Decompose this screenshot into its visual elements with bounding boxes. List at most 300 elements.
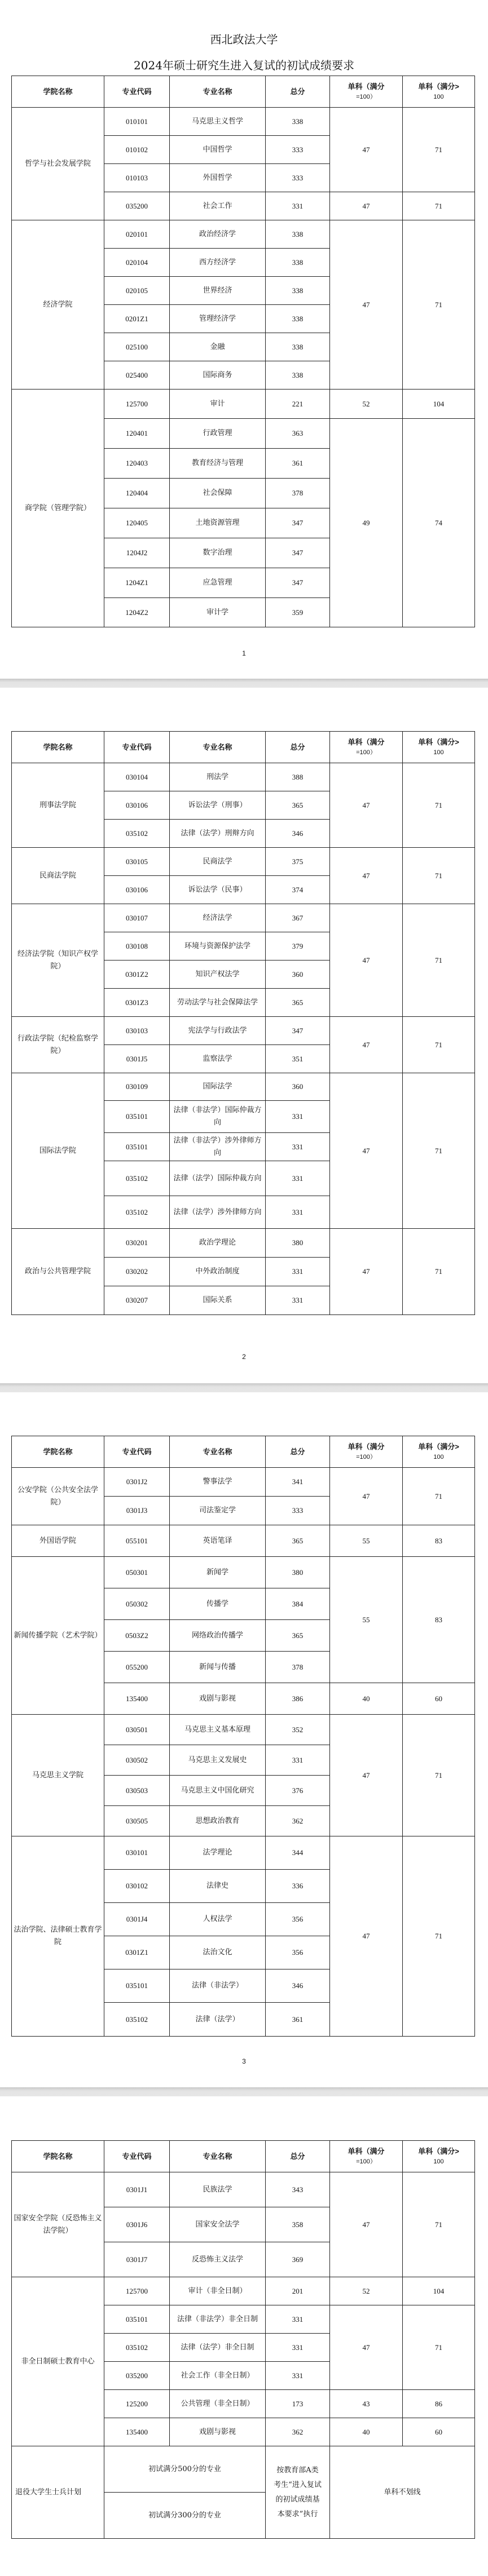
major-code: 020101 <box>104 220 170 249</box>
total-score: 375 <box>266 848 330 876</box>
total-score: 338 <box>266 249 330 277</box>
table-row <box>12 1017 475 1045</box>
page-3 <box>0 1392 488 2096</box>
major-name: 国际商务 <box>170 361 266 390</box>
college-name: 政治与公共管理学院 <box>12 1229 104 1315</box>
single-score-over-100: 71 <box>403 2172 475 2277</box>
college-name: 退役大学生士兵计划 <box>12 2446 104 2539</box>
table-row <box>12 1525 475 1557</box>
page-number: 1 <box>242 649 246 657</box>
college-name: 商学院（管理学院） <box>12 390 104 627</box>
header-college: 学院名称 <box>12 732 104 763</box>
veterans-300: 初试满分300分的专业 <box>104 2493 266 2539</box>
spacer <box>0 2539 488 2576</box>
table-row <box>12 763 475 791</box>
total-score: 369 <box>266 2242 330 2277</box>
single-score-100: 47 <box>330 192 403 220</box>
total-score: 338 <box>266 305 330 333</box>
single-score-100: 47 <box>330 220 403 390</box>
major-code: 030202 <box>104 1258 170 1286</box>
total-score: 380 <box>266 1229 330 1258</box>
table-header-row <box>12 1436 475 1468</box>
major-name: 劳动法学与社会保障法学 <box>170 989 266 1017</box>
major-name: 警事法学 <box>170 1468 266 1497</box>
document-subtitle: 2024年硕士研究生进入复试的初试成绩要求 <box>134 59 354 72</box>
page-number: 3 <box>242 2057 246 2065</box>
major-code: 120403 <box>104 449 170 479</box>
major-code: 0301J1 <box>104 2172 170 2207</box>
total-score: 173 <box>266 2390 330 2418</box>
major-code: 1204J2 <box>104 538 170 568</box>
header-major: 专业名称 <box>170 76 266 108</box>
major-name: 法律（法学）国际仲裁方向 <box>170 1161 266 1196</box>
header-college: 学院名称 <box>12 76 104 108</box>
total-score: 336 <box>266 1870 330 1903</box>
total-score: 341 <box>266 1468 330 1497</box>
major-name: 刑法学 <box>170 763 266 791</box>
major-code: 035102 <box>104 2334 170 2362</box>
major-name: 法律（法学）刑辩方向 <box>170 820 266 848</box>
single-score-over-100: 60 <box>403 1683 475 1715</box>
single-score-over-100: 71 <box>403 108 475 192</box>
major-code: 030109 <box>104 1073 170 1101</box>
major-name: 宪法学与行政法学 <box>170 1017 266 1045</box>
major-name: 审计 <box>170 390 266 419</box>
major-code: 035102 <box>104 2003 170 2037</box>
total-score: 360 <box>266 961 330 989</box>
major-code: 125700 <box>104 390 170 419</box>
single-score-over-100: 83 <box>403 1525 475 1557</box>
total-score: 378 <box>266 1652 330 1683</box>
major-code: 010101 <box>104 108 170 136</box>
total-score: 386 <box>266 1683 330 1715</box>
major-name: 法治文化 <box>170 1936 266 1969</box>
major-name: 监察法学 <box>170 1045 266 1073</box>
major-name: 教育经济与管理 <box>170 449 266 479</box>
total-score: 351 <box>266 1045 330 1073</box>
total-score: 352 <box>266 1715 330 1745</box>
major-name: 戏剧与影视 <box>170 1683 266 1715</box>
major-name: 法律（法学）涉外律师方向 <box>170 1196 266 1229</box>
spacer <box>0 1361 488 1383</box>
major-name: 法学理论 <box>170 1836 266 1870</box>
major-name: 国际关系 <box>170 1286 266 1315</box>
single-score-100: 43 <box>330 2390 403 2418</box>
major-code: 120401 <box>104 419 170 449</box>
single-score-over-100: 86 <box>403 2390 475 2418</box>
total-score: 346 <box>266 820 330 848</box>
single-score-over-100: 71 <box>403 2305 475 2390</box>
veterans-total-rule: 按教育部A类考生“进入复试的初试成绩基本要求”执行 <box>266 2446 330 2539</box>
total-score: 367 <box>266 904 330 932</box>
major-name: 知识产权法学 <box>170 961 266 989</box>
page-4 <box>0 2096 488 2576</box>
total-score: 388 <box>266 763 330 791</box>
single-score-over-100: 60 <box>403 2418 475 2446</box>
table-header-row <box>12 76 475 108</box>
total-score: 360 <box>266 1073 330 1101</box>
total-score: 356 <box>266 1903 330 1936</box>
major-code: 030108 <box>104 932 170 961</box>
major-name: 行政管理 <box>170 419 266 449</box>
total-score: 331 <box>266 2362 330 2390</box>
table-row <box>12 108 475 136</box>
college-name: 经济法学院（知识产权学院） <box>12 904 104 1017</box>
spacer <box>0 2065 488 2087</box>
total-score: 331 <box>266 1196 330 1229</box>
total-score: 365 <box>266 1525 330 1557</box>
major-code: 025100 <box>104 333 170 361</box>
total-score: 347 <box>266 538 330 568</box>
header-total: 总分 <box>266 76 330 108</box>
single-score-100: 47 <box>330 904 403 1017</box>
major-code: 135400 <box>104 1683 170 1715</box>
major-code: 025400 <box>104 361 170 390</box>
single-score-100: 47 <box>330 1468 403 1525</box>
single-score-100: 47 <box>330 1017 403 1073</box>
total-score: 221 <box>266 390 330 419</box>
table-row <box>12 1557 475 1588</box>
major-name: 反恐怖主义法学 <box>170 2242 266 2277</box>
header-single-100: 单科（满分 =100） <box>330 2141 403 2172</box>
major-code: 030101 <box>104 1836 170 1870</box>
major-code: 1204Z1 <box>104 568 170 598</box>
major-code: 030503 <box>104 1776 170 1806</box>
header-code: 专业代码 <box>104 1436 170 1468</box>
major-name: 法律（非法学） <box>170 1969 266 2003</box>
major-code: 030102 <box>104 1870 170 1903</box>
major-code: 030201 <box>104 1229 170 1258</box>
major-name: 社会工作（非全日制） <box>170 2362 266 2390</box>
major-code: 1204Z2 <box>104 598 170 627</box>
major-name: 马克思主义中国化研究 <box>170 1776 266 1806</box>
single-score-100: 47 <box>330 1836 403 2037</box>
single-score-over-100: 71 <box>403 1073 475 1229</box>
major-code: 030501 <box>104 1715 170 1745</box>
major-name: 民商法学 <box>170 848 266 876</box>
major-code: 0301J2 <box>104 1468 170 1497</box>
page-separator <box>0 2087 488 2096</box>
header-total: 总分 <box>266 1436 330 1468</box>
major-code: 0301J7 <box>104 2242 170 2277</box>
table-row <box>12 1715 475 1745</box>
major-code: 035101 <box>104 1133 170 1161</box>
header-major: 专业名称 <box>170 2141 266 2172</box>
score-table <box>11 731 475 1315</box>
major-code: 050301 <box>104 1557 170 1588</box>
spacer <box>0 2096 488 2140</box>
table-row <box>12 2172 475 2207</box>
header-single-100: 单科（满分 =100） <box>330 1436 403 1468</box>
major-name: 社会工作 <box>170 192 266 220</box>
major-code: 030103 <box>104 1017 170 1045</box>
major-code: 120405 <box>104 508 170 538</box>
major-name: 法律史 <box>170 1870 266 1903</box>
total-score: 201 <box>266 2277 330 2305</box>
single-score-100: 47 <box>330 2305 403 2390</box>
major-name: 国家安全法学 <box>170 2207 266 2242</box>
college-name: 公安学院（公共安全法学院） <box>12 1468 104 1525</box>
major-name: 新闻学 <box>170 1557 266 1588</box>
major-code: 0201Z1 <box>104 305 170 333</box>
single-score-over-100: 71 <box>403 1836 475 2037</box>
major-name: 法律（法学）非全日制 <box>170 2334 266 2362</box>
single-score-100: 40 <box>330 2418 403 2446</box>
total-score: 380 <box>266 1557 330 1588</box>
total-score: 331 <box>266 1133 330 1161</box>
header-major: 专业名称 <box>170 732 266 763</box>
college-name: 刑事法学院 <box>12 763 104 848</box>
major-code: 035102 <box>104 820 170 848</box>
major-name: 民族法学 <box>170 2172 266 2207</box>
header-total: 总分 <box>266 2141 330 2172</box>
major-code: 020104 <box>104 249 170 277</box>
page-1 <box>0 0 488 688</box>
college-name: 国家安全学院（反恐怖主义法学院） <box>12 2172 104 2277</box>
single-score-100: 47 <box>330 1715 403 1836</box>
header-single-100: 单科（满分 =100） <box>330 76 403 108</box>
header-college: 学院名称 <box>12 1436 104 1468</box>
single-score-100: 47 <box>330 2172 403 2277</box>
major-name: 戏剧与影视 <box>170 2418 266 2446</box>
major-name: 马克思主义哲学 <box>170 108 266 136</box>
total-score: 331 <box>266 2334 330 2362</box>
document-title: 西北政法大学 <box>210 33 278 46</box>
total-score: 365 <box>266 791 330 820</box>
total-score: 333 <box>266 1497 330 1525</box>
header-major: 专业名称 <box>170 1436 266 1468</box>
single-score-over-100: 104 <box>403 390 475 419</box>
single-score-100: 52 <box>330 2277 403 2305</box>
college-name: 经济学院 <box>12 220 104 390</box>
major-code: 030105 <box>104 848 170 876</box>
major-code: 055101 <box>104 1525 170 1557</box>
veterans-row <box>12 2446 475 2493</box>
major-code: 125700 <box>104 2277 170 2305</box>
score-table <box>11 76 475 627</box>
table-row <box>12 390 475 419</box>
spacer <box>0 688 488 731</box>
total-score: 338 <box>266 361 330 390</box>
major-name: 网络政治传播学 <box>170 1620 266 1652</box>
major-name: 公共管理（非全日制） <box>170 2390 266 2418</box>
single-score-100: 47 <box>330 1229 403 1315</box>
table-header-row <box>12 732 475 763</box>
spacer <box>0 657 488 679</box>
major-name: 土地资源管理 <box>170 508 266 538</box>
total-score: 333 <box>266 136 330 164</box>
major-name: 中国哲学 <box>170 136 266 164</box>
single-score-over-100: 71 <box>403 1715 475 1836</box>
major-code: 035102 <box>104 1161 170 1196</box>
total-score: 344 <box>266 1836 330 1870</box>
major-name: 法律（非法学）非全日制 <box>170 2305 266 2334</box>
total-score: 361 <box>266 449 330 479</box>
header-code: 专业代码 <box>104 732 170 763</box>
major-code: 050302 <box>104 1588 170 1620</box>
single-score-100: 47 <box>330 848 403 904</box>
total-score: 331 <box>266 1286 330 1315</box>
major-code: 030505 <box>104 1806 170 1836</box>
single-score-100: 52 <box>330 390 403 419</box>
major-code: 120404 <box>104 479 170 508</box>
single-score-100: 40 <box>330 1683 403 1715</box>
total-score: 338 <box>266 277 330 305</box>
single-score-over-100: 71 <box>403 763 475 848</box>
header-single-over-100: 单科（满分> 100 <box>403 1436 475 1468</box>
major-code: 030106 <box>104 791 170 820</box>
major-name: 世界经济 <box>170 277 266 305</box>
total-score: 376 <box>266 1776 330 1806</box>
score-table <box>11 2140 475 2539</box>
major-code: 010103 <box>104 164 170 192</box>
total-score: 331 <box>266 192 330 220</box>
header-code: 专业代码 <box>104 2141 170 2172</box>
major-name: 法律（非法学）涉外律师方向 <box>170 1133 266 1161</box>
major-code: 135400 <box>104 2418 170 2446</box>
total-score: 338 <box>266 220 330 249</box>
total-score: 374 <box>266 876 330 904</box>
major-name: 政治学理论 <box>170 1229 266 1258</box>
score-table <box>11 1436 475 2037</box>
total-score: 365 <box>266 989 330 1017</box>
single-score-over-100: 83 <box>403 1557 475 1683</box>
major-code: 035101 <box>104 1969 170 2003</box>
total-score: 362 <box>266 2418 330 2446</box>
table-row <box>12 220 475 249</box>
single-score-100: 47 <box>330 1073 403 1229</box>
header-total: 总分 <box>266 732 330 763</box>
major-name: 诉讼法学（民事） <box>170 876 266 904</box>
single-score-over-100: 71 <box>403 220 475 390</box>
major-name: 经济法学 <box>170 904 266 932</box>
major-name: 传播学 <box>170 1588 266 1620</box>
header-single-100: 单科（满分 =100） <box>330 732 403 763</box>
college-name: 国际法学院 <box>12 1073 104 1229</box>
total-score: 333 <box>266 164 330 192</box>
veterans-single-rule: 单科不划线 <box>330 2446 475 2539</box>
total-score: 362 <box>266 1806 330 1836</box>
college-name: 民商法学院 <box>12 848 104 904</box>
major-name: 诉讼法学（刑事） <box>170 791 266 820</box>
page-number: 2 <box>242 1353 246 1361</box>
total-score: 331 <box>266 1161 330 1196</box>
major-code: 020105 <box>104 277 170 305</box>
total-score: 358 <box>266 2207 330 2242</box>
major-name: 环境与资源保护法学 <box>170 932 266 961</box>
single-score-100: 55 <box>330 1557 403 1683</box>
single-score-100: 47 <box>330 763 403 848</box>
major-code: 030104 <box>104 763 170 791</box>
major-code: 0301J6 <box>104 2207 170 2242</box>
major-name: 西方经济学 <box>170 249 266 277</box>
major-code: 0301J3 <box>104 1497 170 1525</box>
total-score: 361 <box>266 2003 330 2037</box>
single-score-100: 49 <box>330 419 403 627</box>
total-score: 331 <box>266 1745 330 1776</box>
single-score-over-100: 104 <box>403 2277 475 2305</box>
table-row <box>12 848 475 876</box>
single-score-over-100: 71 <box>403 1468 475 1525</box>
major-name: 法律（法学） <box>170 2003 266 2037</box>
single-score-over-100: 71 <box>403 1017 475 1073</box>
major-name: 人权法学 <box>170 1903 266 1936</box>
total-score: 346 <box>266 1969 330 2003</box>
total-score: 347 <box>266 508 330 538</box>
total-score: 379 <box>266 932 330 961</box>
total-score: 331 <box>266 1101 330 1133</box>
major-code: 035101 <box>104 2305 170 2334</box>
header-code: 专业代码 <box>104 76 170 108</box>
major-code: 0301Z1 <box>104 1936 170 1969</box>
single-score-100: 55 <box>330 1525 403 1557</box>
major-name: 中外政治制度 <box>170 1258 266 1286</box>
college-name: 外国语学院 <box>12 1525 104 1557</box>
major-code: 030106 <box>104 876 170 904</box>
major-code: 125200 <box>104 2390 170 2418</box>
major-name: 国际法学 <box>170 1073 266 1101</box>
total-score: 356 <box>266 1936 330 1969</box>
page-2 <box>0 688 488 1392</box>
header-college: 学院名称 <box>12 2141 104 2172</box>
table-row <box>12 904 475 932</box>
table-header-row <box>12 2141 475 2172</box>
college-name: 哲学与社会发展学院 <box>12 108 104 220</box>
major-name: 政治经济学 <box>170 220 266 249</box>
major-code: 0301J4 <box>104 1903 170 1936</box>
table-row <box>12 1468 475 1497</box>
total-score: 347 <box>266 568 330 598</box>
total-score: 338 <box>266 108 330 136</box>
total-score: 378 <box>266 479 330 508</box>
single-score-over-100: 71 <box>403 192 475 220</box>
major-code: 035200 <box>104 2362 170 2390</box>
major-code: 0301Z2 <box>104 961 170 989</box>
total-score: 384 <box>266 1588 330 1620</box>
major-name: 思想政治教育 <box>170 1806 266 1836</box>
major-code: 0503Z2 <box>104 1620 170 1652</box>
major-name: 审计（非全日制） <box>170 2277 266 2305</box>
total-score: 365 <box>266 1620 330 1652</box>
single-score-100: 47 <box>330 108 403 192</box>
major-code: 030207 <box>104 1286 170 1315</box>
header-single-over-100: 单科（满分> 100 <box>403 2141 475 2172</box>
major-name: 社会保障 <box>170 479 266 508</box>
spacer <box>0 1392 488 1436</box>
college-name: 行政法学院（纪检监察学院） <box>12 1017 104 1073</box>
table-row <box>12 1073 475 1101</box>
major-code: 0301J5 <box>104 1045 170 1073</box>
major-code: 035200 <box>104 192 170 220</box>
college-name: 马克思主义学院 <box>12 1715 104 1836</box>
major-name: 英语笔译 <box>170 1525 266 1557</box>
header-single-over-100: 单科（满分> 100 <box>403 76 475 108</box>
college-name: 新闻传播学院（艺术学院） <box>12 1557 104 1715</box>
major-name: 管理经济学 <box>170 305 266 333</box>
page-separator <box>0 1383 488 1392</box>
college-name: 非全日制硕士教育中心 <box>12 2277 104 2446</box>
major-code: 035101 <box>104 1101 170 1133</box>
table-row <box>12 1229 475 1258</box>
major-name: 审计学 <box>170 598 266 627</box>
total-score: 347 <box>266 1017 330 1045</box>
major-name: 法律（非法学）国际仲裁方向 <box>170 1101 266 1133</box>
major-code: 0301Z3 <box>104 989 170 1017</box>
single-score-over-100: 71 <box>403 1229 475 1315</box>
major-code: 055200 <box>104 1652 170 1683</box>
major-code: 035102 <box>104 1196 170 1229</box>
major-name: 司法鉴定学 <box>170 1497 266 1525</box>
